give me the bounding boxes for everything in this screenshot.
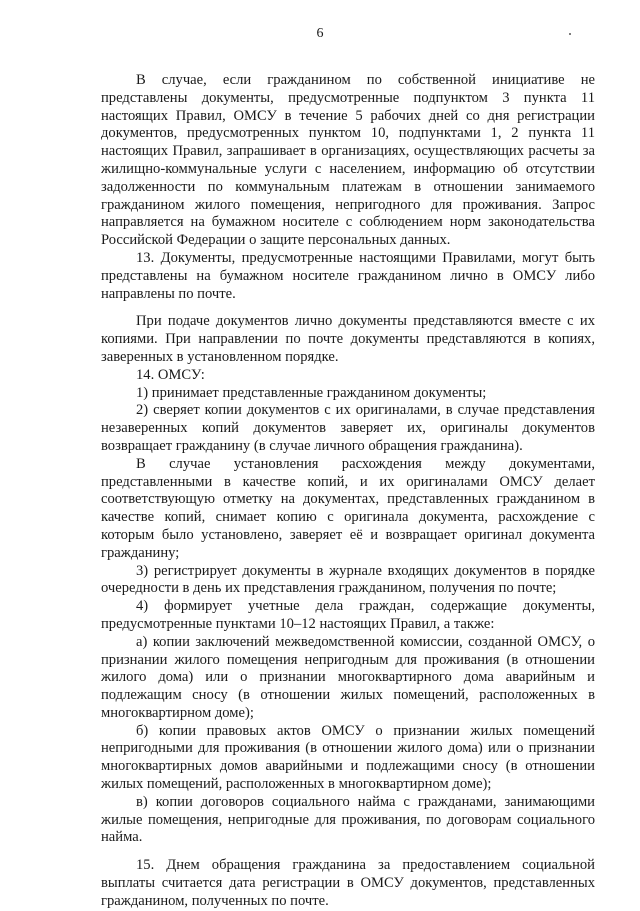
paragraph-14-item-4-b: б) копии правовых актов ОМСУ о признании жилых помещений непригодными для проживания (в отношении жилого дома) или о признании многоквартирных домов аварийными и подлежащими сносу (в отношении жилых помещений, расположенных в многоквартирном доме); <box>101 722 595 793</box>
paragraph-12-continuation: В случае, если гражданином по собственной инициативе не представлены документы, предусмотренные подпунктом 3 пункта 11 настоящих Правил, ОМСУ в течение 5 рабочих дней со дня регистрации документов, предусмотренных пунктом 10, подпунктами 1, 2 пункта 11 настоящих Правил, запрашивает в организациях, осуществляющих расчеты за жилищно-коммунальные услуги с населением, информацию об отсутствии задолженности по коммунальным платежам в отношении занимаемого гражданином жилого помещения, непригодного для проживания. Запрос направляется на бумажном носителе с соблюдением норм законодательства Российской Федерации о защите персональных данных. <box>101 72 595 249</box>
paragraph-14-heading: 14. ОМСУ: <box>136 366 205 383</box>
paragraph-14-item-4-a: а) копии заключений межведомственной комиссии, созданной ОМСУ, о признании жилого помещения непригодным для проживания (в отношении жилого дома) или о признании многоквартирного дома аварийным и подлежащим сносу (в отношении жилых помещений, расположенных в многоквартирном доме); <box>101 633 595 721</box>
paragraph-13: 13. Документы, предусмотренные настоящими Правилами, могут быть представлены на бумажном носителе гражданином лично в ОМСУ либо направлены по почте. <box>101 249 595 302</box>
paragraph-14-item-2-discrepancy: В случае установления расхождения между документами, представленными в качестве копий, и их оригиналами ОМСУ делает соответствующую отметку на документах, представленных гражданином в качестве копий, снимает копию с оригинала документа, расхождение с которым было установлено, заверяет её и возвращает оригинал документа гражданину; <box>101 455 595 561</box>
scan-dot <box>569 33 571 35</box>
paragraph-13-copies: При подаче документов лично документы представляются вместе с их копиями. При направлении по почте документы представляются в копиях, заверенных в установленном порядке. <box>101 313 595 365</box>
paragraph-14-item-3: 3) регистрирует документы в журнале входящих документов в порядке очередности в день их представления гражданином, получения по почте; <box>101 562 595 597</box>
paragraph-14-item-4: 4) формирует учетные дела граждан, содержащие документы, предусмотренные пунктами 10–12 настоящих Правил, а также: <box>101 598 595 632</box>
paragraph-15: 15. Днем обращения гражданина за предоставлением социальной выплаты считается дата регистрации в ОМСУ документов, представленных гражданином, полученных по почте. <box>101 857 595 909</box>
paragraph-14-item-1: 1) принимает представленные гражданином документы; <box>136 384 487 401</box>
paragraph-14-item-4-v: в) копии договоров социального найма с гражданами, занимающими жилые помещения, непригодные для проживания, по договорам социального найма. <box>101 793 595 846</box>
page-number: 6 <box>316 26 324 41</box>
paragraph-14-item-2: 2) сверяет копии документов с их оригиналами, в случае представления незаверенных копий документов заверяет их, оригиналы документов возвращает гражданину (в случае личного обращения гражданина). <box>101 402 595 454</box>
document-body <box>101 72 595 911</box>
